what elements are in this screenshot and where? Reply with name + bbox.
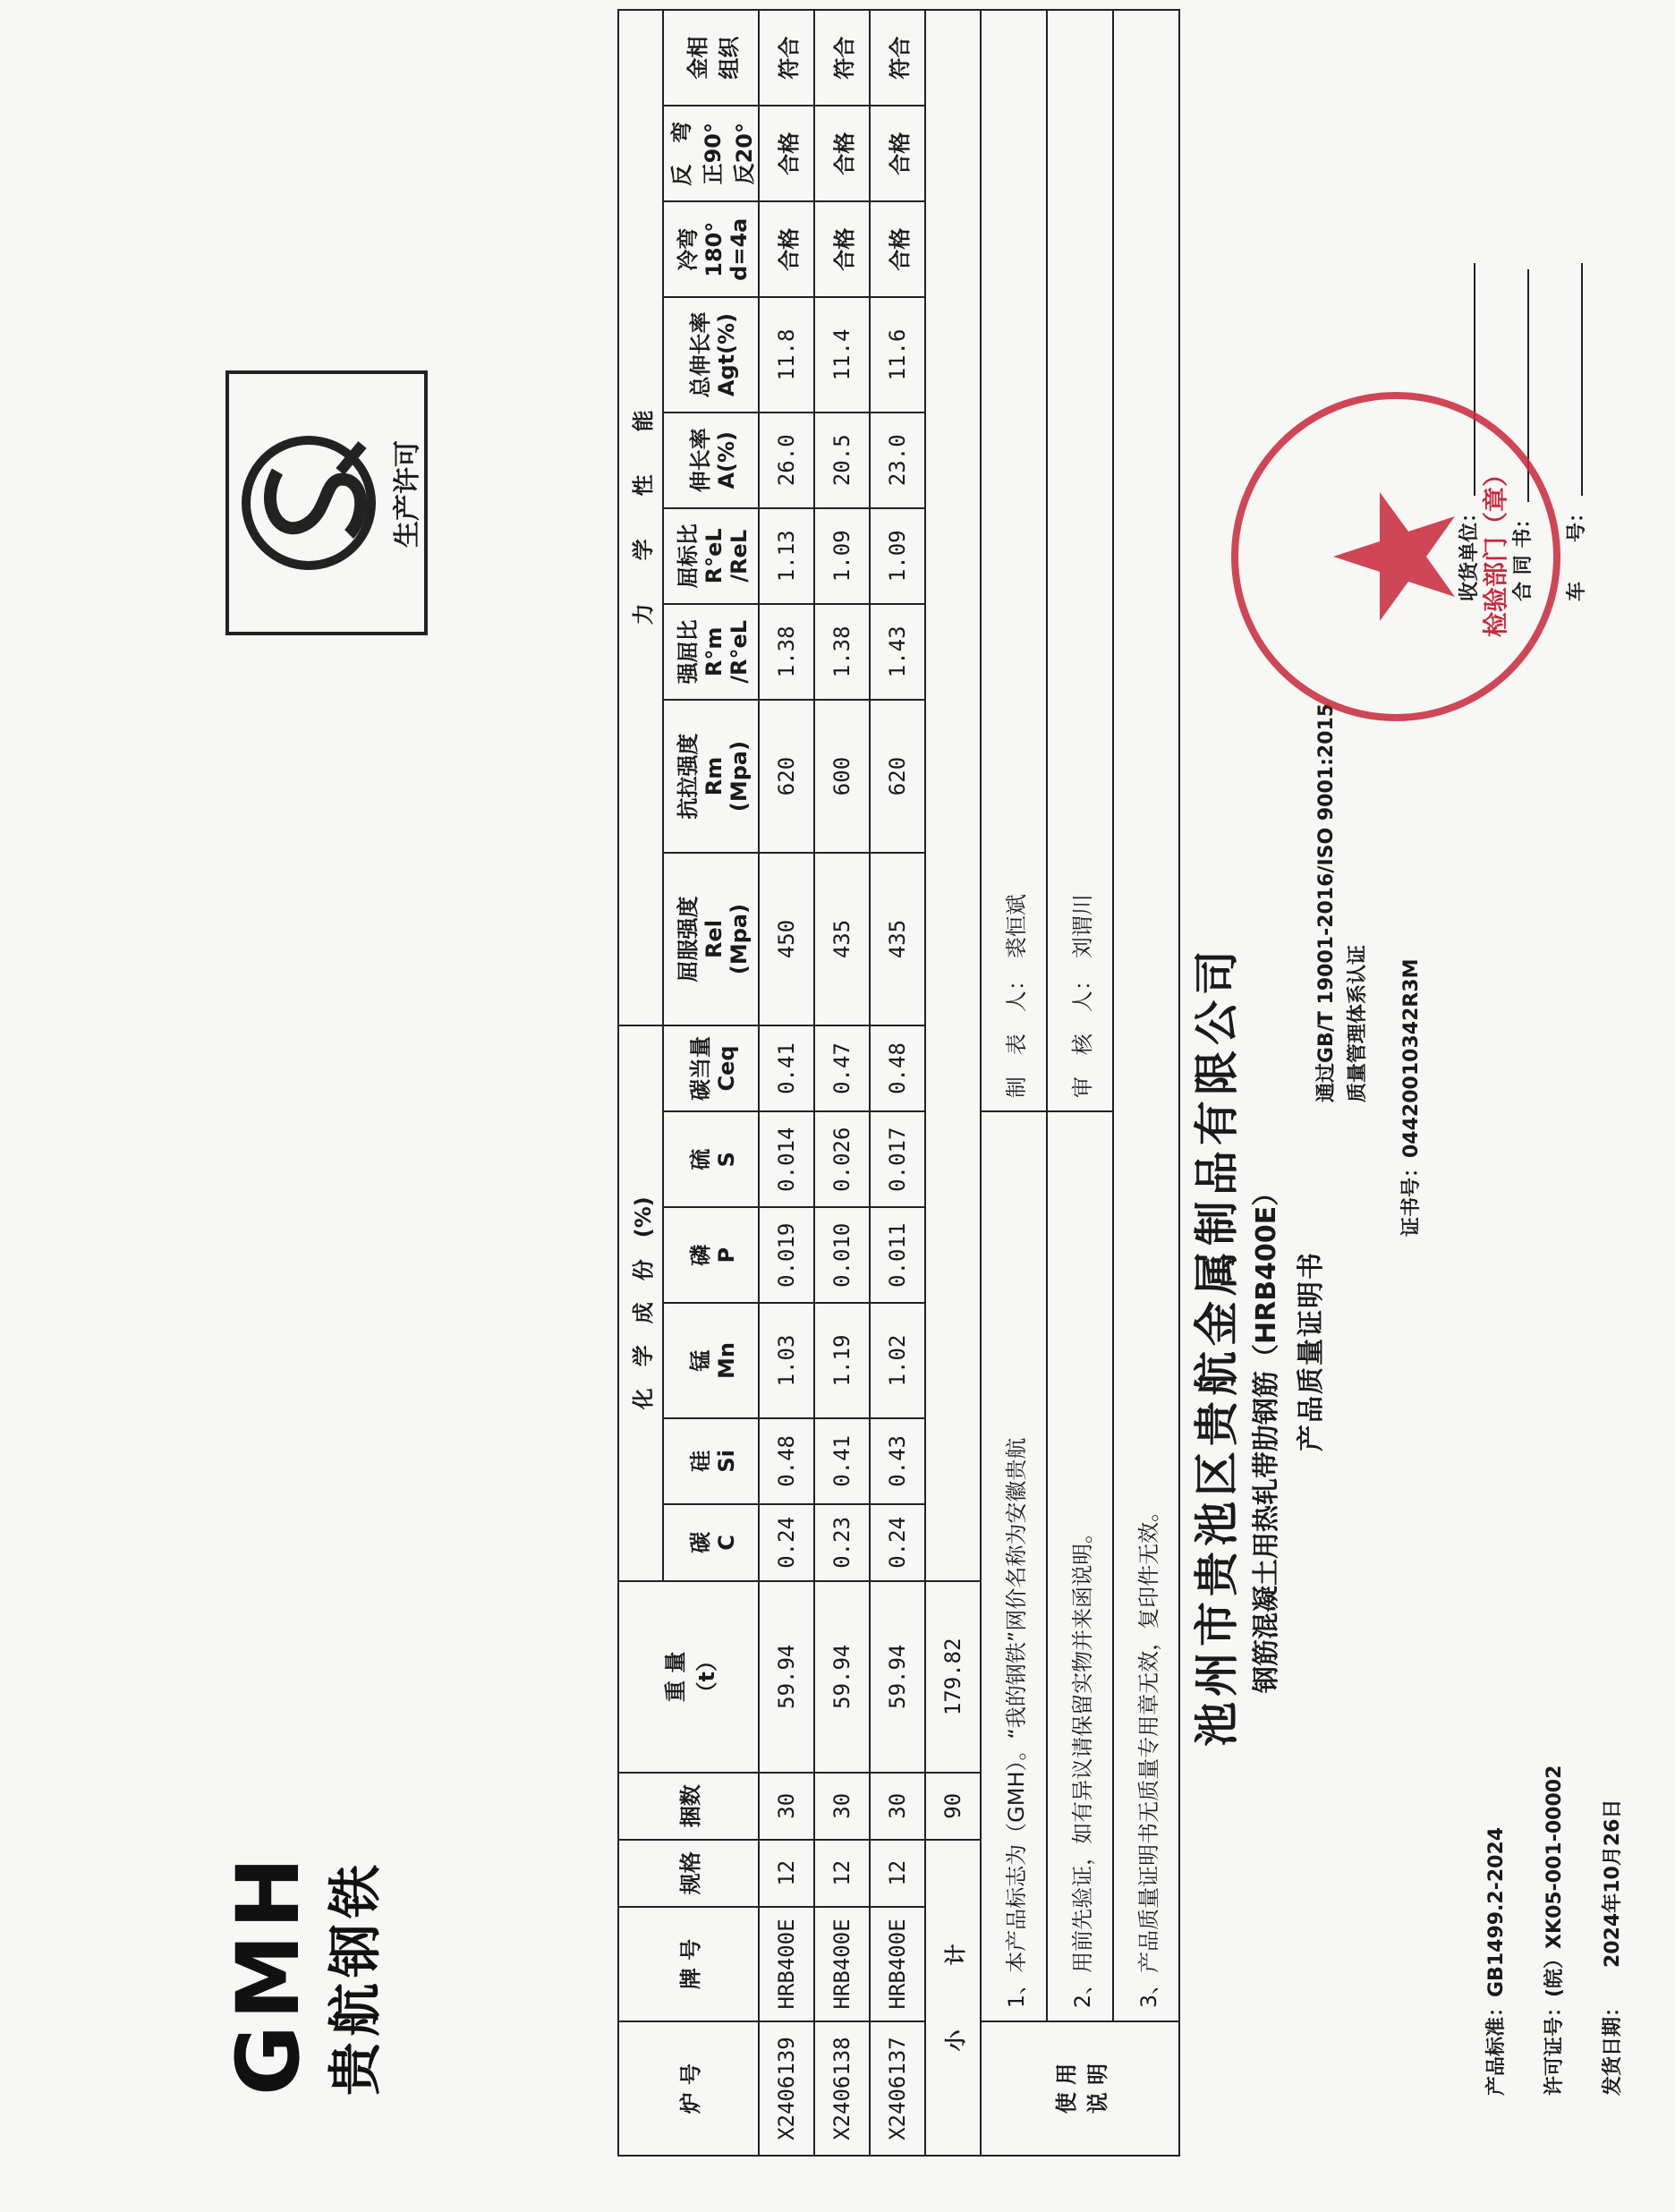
col-mn: 锰 Mn	[663, 1303, 759, 1417]
subtotal-weight: 179.82	[925, 1581, 981, 1773]
col-micro: 金相 组织	[663, 10, 759, 106]
maker-field: 制 表 人： 裘恒斌	[981, 10, 1047, 1111]
logo-name: 贵航钢铁	[325, 1859, 387, 2096]
col-ceq: 碳当量 Ceq	[663, 1025, 759, 1111]
col-p: 磷 P	[663, 1207, 759, 1303]
subtotal-row	[925, 10, 981, 2156]
col-grade: 牌 号	[618, 1907, 759, 2021]
table-row: X2406137 HRB400E 12 30 59.94 0.24 0.43 1.02 0.011 0.017 0.48 435 620 1.43 1.09 23.0 11.6 合格 合格 符合	[870, 10, 925, 2156]
production-license-mark	[224, 369, 429, 637]
document-title: 产品质量证明书	[1296, 1251, 1327, 1451]
col-c: 碳 C	[663, 1504, 759, 1581]
receiver-label: 收货单位：	[1458, 502, 1481, 601]
qms-line-1: 通过GB/T 19001-2016/ISO 9001:2015	[1315, 702, 1338, 1102]
stamp-inner-text: 检验部门（章）	[1481, 461, 1510, 637]
col-bundles: 捆数	[618, 1773, 759, 1840]
col-ratio2: 屈标比 R°eL /ReL	[663, 508, 759, 604]
company-name: 池州市贵池区贵航金属制品有限公司	[1190, 945, 1243, 1747]
col-furnace: 炉 号	[618, 2021, 759, 2156]
col-bend: 冷弯 180° d=4a	[663, 201, 759, 297]
subtotal-label: 小 计	[925, 1840, 981, 2156]
logo-mark: GMH	[218, 1851, 319, 2096]
inspection-stamp	[1226, 387, 1566, 727]
usage-label: 使 用 说 明	[981, 2021, 1179, 2156]
col-a: 伸长率 A(%)	[663, 413, 759, 508]
col-rm: 抗拉强度 Rm (Mpa)	[663, 700, 759, 853]
ship-date: 发货日期： 2024年10月26日	[1602, 1799, 1624, 2096]
note-row	[1113, 10, 1179, 2156]
col-si: 硅 Si	[663, 1418, 759, 1504]
note-2: 2、用前先验证，如有异议请保留实物并来函说明。	[1047, 1111, 1113, 2021]
product-name: 钢筋混凝土用热轧带肋钢筋（HRB400E）	[1251, 1178, 1282, 1693]
vehicle-label: 车 号：	[1566, 502, 1588, 601]
note-row	[981, 10, 1047, 2156]
table-row: X2406139 HRB400E 12 30 59.94 0.24 0.48 1.03 0.019 0.014 0.41 450 620 1.38 1.13 26.0 11.8 合格 合格 符合	[759, 10, 814, 2156]
license-number: 许可证号：(皖）XK05-001-00002	[1543, 1765, 1566, 2096]
reviewer-field: 审 核 人： 刘谓川	[1047, 10, 1113, 1111]
note-1: 1、本产品标志为（GMH）。“我的钢铁”网价名称为安徽贵航	[981, 1111, 1047, 2021]
group-chemical: 化 学 成 份 (%)	[618, 1025, 663, 1581]
col-weight: 重 量 （t）	[618, 1581, 759, 1773]
qms-line-2: 质量管理体系认证	[1347, 944, 1369, 1102]
col-agt: 总伸长率 Agt(%)	[663, 297, 759, 412]
col-s: 硫 S	[663, 1111, 759, 1207]
note-3: 3、产品质量证明书无质量专用章无效，复印件无效。	[1113, 10, 1179, 2021]
company-logo	[218, 1827, 387, 2096]
note-row	[1047, 10, 1113, 2156]
col-rel: 屈服强度 Rel (Mpa)	[663, 853, 759, 1025]
col-rbend: 反 弯 正90° 反20°	[663, 106, 759, 201]
subtotal-bundles: 90	[925, 1773, 981, 1840]
col-spec: 规格	[618, 1840, 759, 1907]
group-mechanical: 力 学 性 能	[618, 10, 663, 1025]
certificate-number: 证书号：04420010342R3M	[1400, 958, 1423, 1237]
product-standard: 产品标准：GB1499.2-2024	[1485, 1826, 1508, 2096]
quality-table	[617, 9, 1180, 2157]
col-ratio1: 强屈比 R°m /R°eL	[663, 604, 759, 700]
table-row: X2406138 HRB400E 12 30 59.94 0.23 0.41 1.19 0.010 0.026 0.47 435 600 1.38 1.09 20.5 11.4 合格 合格 符合	[814, 10, 870, 2156]
contract-label: 合 同 书：	[1512, 508, 1535, 601]
inspection-seal	[1226, 387, 1566, 727]
license-mark-label: 生产许可	[392, 440, 423, 548]
